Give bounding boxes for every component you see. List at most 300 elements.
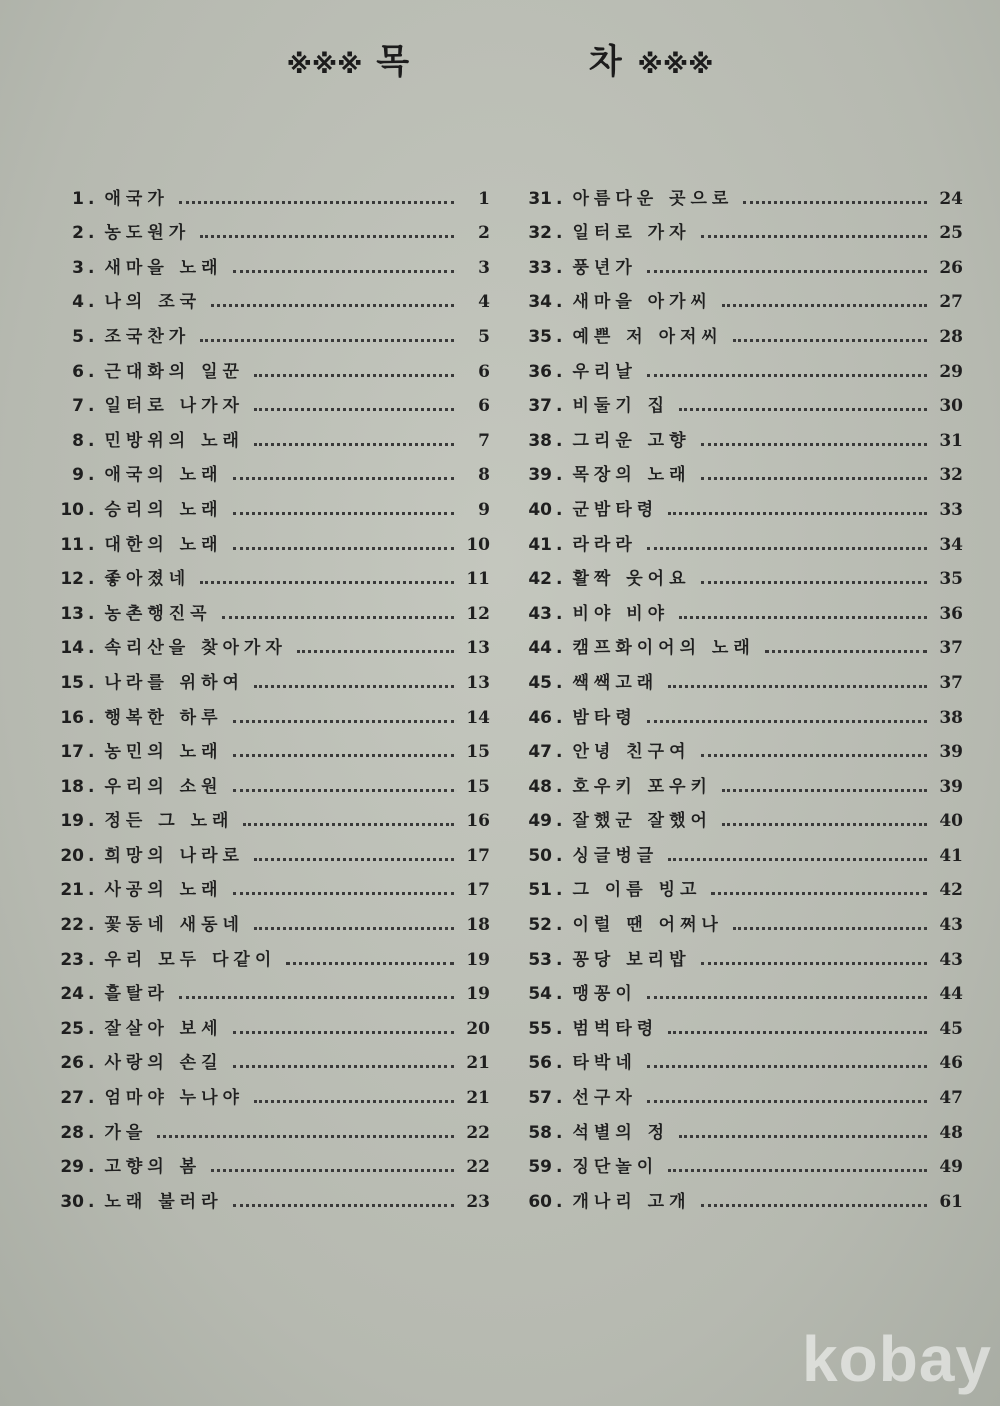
entry-separator: . <box>88 603 95 624</box>
toc-entry <box>50 1108 490 1143</box>
entry-separator: . <box>88 1088 95 1109</box>
dot-leader <box>254 433 454 446</box>
entry-separator: . <box>556 742 563 763</box>
entry-page-number: 6 <box>478 361 490 382</box>
entry-separator: . <box>556 361 563 382</box>
entry-page-number: 43 <box>939 915 963 936</box>
entry-title: 나의 조국 <box>104 292 202 313</box>
entry-title: 가을 <box>104 1122 148 1143</box>
entry-separator: . <box>556 845 563 866</box>
dot-leader <box>211 1159 454 1172</box>
entry-separator: . <box>88 223 95 244</box>
entry-title: 새마을 노래 <box>104 257 223 278</box>
entry-separator: . <box>556 257 563 278</box>
entry-page-number: 43 <box>939 949 963 970</box>
toc-entry <box>50 728 490 763</box>
dot-leader <box>200 571 454 584</box>
entry-number: 24 <box>60 984 84 1005</box>
toc-entry <box>518 520 963 555</box>
toc-entry <box>50 1004 490 1039</box>
entry-title: 범벅타령 <box>572 1018 659 1039</box>
entry-title: 엄마야 누나야 <box>104 1088 244 1109</box>
toc-entry <box>518 451 963 486</box>
entry-separator: . <box>556 672 563 693</box>
toc-entry <box>50 797 490 832</box>
entry-title: 예쁜 저 아저씨 <box>572 326 723 347</box>
toc-entry <box>518 900 963 935</box>
entry-separator: . <box>556 188 563 209</box>
entry-title: 사랑의 손길 <box>104 1053 223 1074</box>
watermark-logo: kobay <box>802 1323 992 1395</box>
entry-page-number: 4 <box>478 292 490 313</box>
toc-entry <box>518 866 963 901</box>
dot-leader <box>233 1055 455 1068</box>
entry-separator: . <box>88 1053 95 1074</box>
entry-page-number: 7 <box>478 430 490 451</box>
entry-number: 22 <box>60 915 84 936</box>
dot-leader <box>701 744 928 757</box>
entry-number: 41 <box>528 534 552 555</box>
entry-page-number: 39 <box>939 742 963 763</box>
entry-number: 5 <box>72 326 84 347</box>
entry-number: 45 <box>528 672 552 693</box>
toc-entry <box>518 209 963 244</box>
entry-number: 16 <box>60 707 84 728</box>
toc-entry <box>50 485 490 520</box>
entry-title: 그리운 고향 <box>572 430 691 451</box>
entry-page-number: 16 <box>466 811 490 832</box>
entry-number: 10 <box>60 499 84 520</box>
entry-number: 55 <box>528 1018 552 1039</box>
entry-separator: . <box>88 430 95 451</box>
entry-page-number: 32 <box>939 465 963 486</box>
dot-leader <box>243 813 454 826</box>
entry-title: 비둘기 집 <box>572 396 670 417</box>
entry-separator: . <box>88 845 95 866</box>
entry-separator: . <box>88 672 95 693</box>
entry-title: 희망의 나라로 <box>104 845 244 866</box>
entry-number: 9 <box>72 465 84 486</box>
toc-entry <box>518 243 963 278</box>
entry-page-number: 33 <box>939 499 963 520</box>
entry-page-number: 10 <box>466 534 490 555</box>
dot-leader <box>701 433 928 446</box>
dot-leader <box>200 329 454 342</box>
entry-number: 7 <box>72 396 84 417</box>
entry-title: 개나리 고개 <box>572 1191 691 1212</box>
entry-separator: . <box>556 534 563 555</box>
entry-number: 30 <box>60 1191 84 1212</box>
entry-title: 잘살아 보세 <box>104 1018 223 1039</box>
entry-page-number: 25 <box>939 223 963 244</box>
entry-title: 애국가 <box>104 188 169 209</box>
entry-number: 28 <box>60 1122 84 1143</box>
toc-entry <box>50 520 490 555</box>
entry-title: 선구자 <box>572 1088 637 1109</box>
dot-leader <box>254 917 454 930</box>
entry-title: 호우키 포우키 <box>572 776 712 797</box>
dot-leader <box>647 710 927 723</box>
entry-title: 목장의 노래 <box>572 465 691 486</box>
entry-number: 4 <box>72 292 84 313</box>
toc-entry <box>518 935 963 970</box>
entry-page-number: 37 <box>939 672 963 693</box>
entry-number: 56 <box>528 1053 552 1074</box>
toc-entry <box>518 485 963 520</box>
entry-separator: . <box>88 361 95 382</box>
toc-entry <box>50 1039 490 1074</box>
entry-page-number: 37 <box>939 638 963 659</box>
toc-entry <box>518 382 963 417</box>
dot-leader <box>233 260 455 273</box>
toc-entry <box>50 174 490 209</box>
dot-leader <box>668 1021 927 1034</box>
toc-entry <box>518 1004 963 1039</box>
entry-separator: . <box>556 880 563 901</box>
entry-title: 흘탈라 <box>104 984 169 1005</box>
entry-separator: . <box>88 188 95 209</box>
entry-page-number: 14 <box>466 707 490 728</box>
entry-separator: . <box>556 292 563 313</box>
entry-number: 8 <box>72 430 84 451</box>
entry-page-number: 21 <box>466 1088 490 1109</box>
entry-separator: . <box>556 326 563 347</box>
toc-entry <box>518 728 963 763</box>
entry-page-number: 46 <box>939 1053 963 1074</box>
dot-leader <box>647 1090 927 1103</box>
dot-leader <box>254 1090 454 1103</box>
entry-title: 사공의 노래 <box>104 880 223 901</box>
entry-title: 맹꽁이 <box>572 984 637 1005</box>
toc-entry <box>50 451 490 486</box>
dot-leader <box>647 364 927 377</box>
entry-title: 우리날 <box>572 361 637 382</box>
entry-number: 34 <box>528 292 552 313</box>
entry-page-number: 18 <box>466 915 490 936</box>
entry-page-number: 1 <box>478 188 490 209</box>
toc-right-column <box>518 174 963 1212</box>
entry-number: 57 <box>528 1088 552 1109</box>
title-word-2: 차 <box>588 42 624 82</box>
entry-number: 54 <box>528 984 552 1005</box>
toc-entry <box>50 209 490 244</box>
dot-leader <box>233 744 455 757</box>
dot-leader <box>647 986 927 999</box>
entry-number: 18 <box>60 776 84 797</box>
entry-separator: . <box>556 465 563 486</box>
dot-leader <box>254 848 454 861</box>
toc-entry <box>518 762 963 797</box>
entry-page-number: 19 <box>466 984 490 1005</box>
dot-leader <box>679 606 927 619</box>
dot-leader <box>711 882 927 895</box>
dot-leader <box>233 710 455 723</box>
entry-number: 44 <box>528 638 552 659</box>
entry-title: 속리산을 찾아가자 <box>104 638 287 659</box>
entry-page-number: 39 <box>939 776 963 797</box>
toc-entry <box>50 1073 490 1108</box>
dot-leader <box>286 952 454 965</box>
entry-number: 60 <box>528 1191 552 1212</box>
dot-leader <box>254 675 454 688</box>
dot-leader <box>233 882 455 895</box>
page-title <box>0 34 1000 83</box>
entry-title: 승리의 노래 <box>104 499 223 520</box>
entry-page-number: 35 <box>939 569 963 590</box>
entry-title: 비야 비야 <box>572 603 670 624</box>
entry-number: 52 <box>528 915 552 936</box>
dot-leader <box>233 779 455 792</box>
toc-entry <box>50 1177 490 1212</box>
dot-leader <box>743 191 927 204</box>
entry-title: 잘했군 잘했어 <box>572 811 712 832</box>
entry-separator: . <box>556 1088 563 1109</box>
entry-number: 12 <box>60 569 84 590</box>
entry-page-number: 15 <box>466 776 490 797</box>
dot-leader <box>679 398 927 411</box>
dot-leader <box>668 1159 927 1172</box>
toc-entry <box>50 866 490 901</box>
entry-separator: . <box>88 949 95 970</box>
toc-entry <box>518 1177 963 1212</box>
entry-title: 일터로 가자 <box>572 223 691 244</box>
entry-title: 농민의 노래 <box>104 742 223 763</box>
entry-separator: . <box>556 811 563 832</box>
toc-entry <box>518 589 963 624</box>
dot-leader <box>668 675 927 688</box>
toc-entry <box>518 1073 963 1108</box>
entry-title: 징단놀이 <box>572 1157 659 1178</box>
entry-separator: . <box>556 776 563 797</box>
entry-title: 활짝 웃어요 <box>572 569 691 590</box>
dot-leader <box>254 398 454 411</box>
entry-number: 40 <box>528 499 552 520</box>
entry-title: 타박네 <box>572 1053 637 1074</box>
entry-title: 아름다운 곳으로 <box>572 188 734 209</box>
entry-number: 49 <box>528 811 552 832</box>
entry-page-number: 47 <box>939 1088 963 1109</box>
toc-entry <box>50 278 490 313</box>
toc-entry <box>518 278 963 313</box>
dot-leader <box>701 467 928 480</box>
entry-page-number: 26 <box>939 257 963 278</box>
entry-number: 21 <box>60 880 84 901</box>
toc-entry <box>518 1143 963 1178</box>
entry-number: 51 <box>528 880 552 901</box>
entry-number: 3 <box>72 257 84 278</box>
toc-entry <box>50 624 490 659</box>
entry-separator: . <box>88 742 95 763</box>
dot-leader <box>233 467 455 480</box>
entry-separator: . <box>88 1122 95 1143</box>
dot-leader <box>701 225 928 238</box>
entry-separator: . <box>88 396 95 417</box>
entry-separator: . <box>88 1018 95 1039</box>
entry-page-number: 24 <box>939 188 963 209</box>
entry-number: 36 <box>528 361 552 382</box>
entry-number: 26 <box>60 1053 84 1074</box>
toc-entry <box>50 970 490 1005</box>
entry-number: 48 <box>528 776 552 797</box>
dot-leader <box>179 191 454 204</box>
entry-separator: . <box>556 1191 563 1212</box>
entry-title: 정든 그 노래 <box>104 811 234 832</box>
entry-separator: . <box>556 223 563 244</box>
toc-entry <box>50 243 490 278</box>
entry-separator: . <box>88 984 95 1005</box>
entry-title: 싱글벙글 <box>572 845 659 866</box>
entry-title: 우리의 소원 <box>104 776 223 797</box>
title-left-marks: ※※※ <box>286 50 363 80</box>
entry-page-number: 40 <box>939 811 963 832</box>
entry-separator: . <box>88 1157 95 1178</box>
dot-leader <box>722 813 927 826</box>
entry-title: 조국찬가 <box>104 326 191 347</box>
toc-entry <box>50 658 490 693</box>
toc-entry <box>518 624 963 659</box>
dot-leader <box>701 571 928 584</box>
entry-title: 쌕쌕고래 <box>572 672 659 693</box>
toc-entry <box>50 1143 490 1178</box>
toc-entry <box>50 831 490 866</box>
entry-title: 밤타령 <box>572 707 637 728</box>
toc-entry <box>50 555 490 590</box>
entry-separator: . <box>556 949 563 970</box>
entry-number: 42 <box>528 569 552 590</box>
entry-page-number: 13 <box>466 672 490 693</box>
toc-entry <box>518 347 963 382</box>
dot-leader <box>733 329 927 342</box>
entry-separator: . <box>88 569 95 590</box>
toc-entry <box>518 693 963 728</box>
entry-separator: . <box>88 534 95 555</box>
entry-separator: . <box>556 707 563 728</box>
toc-entry <box>518 797 963 832</box>
toc-entry <box>518 831 963 866</box>
toc-entry <box>50 347 490 382</box>
dot-leader <box>722 779 927 792</box>
entry-title: 이럴 땐 어쩌나 <box>572 915 723 936</box>
entry-number: 59 <box>528 1157 552 1178</box>
entry-page-number: 23 <box>466 1191 490 1212</box>
dot-leader <box>765 640 927 653</box>
entry-page-number: 28 <box>939 326 963 347</box>
entry-separator: . <box>556 1018 563 1039</box>
entry-page-number: 30 <box>939 396 963 417</box>
title-right-marks: ※※※ <box>637 50 714 80</box>
entry-number: 13 <box>60 603 84 624</box>
entry-title: 꽃동네 새동네 <box>104 915 244 936</box>
entry-page-number: 42 <box>939 880 963 901</box>
toc-entry <box>50 762 490 797</box>
entry-page-number: 20 <box>466 1018 490 1039</box>
entry-page-number: 2 <box>478 223 490 244</box>
entry-number: 17 <box>60 742 84 763</box>
entry-title: 민방위의 노래 <box>104 430 244 451</box>
entry-page-number: 44 <box>939 984 963 1005</box>
entry-number: 20 <box>60 845 84 866</box>
entry-separator: . <box>88 776 95 797</box>
entry-title: 우리 모두 다같이 <box>104 949 277 970</box>
entry-separator: . <box>88 638 95 659</box>
entry-page-number: 5 <box>478 326 490 347</box>
entry-number: 6 <box>72 361 84 382</box>
toc-entry <box>518 312 963 347</box>
entry-separator: . <box>88 465 95 486</box>
entry-page-number: 11 <box>466 569 490 590</box>
toc-entry <box>50 382 490 417</box>
dot-leader <box>222 606 454 619</box>
entry-separator: . <box>556 915 563 936</box>
entry-title: 일터로 나가자 <box>104 396 244 417</box>
entry-title: 노래 불러라 <box>104 1191 223 1212</box>
title-word-1: 목 <box>376 42 412 82</box>
dot-leader <box>668 848 927 861</box>
toc-entry <box>50 416 490 451</box>
entry-number: 1 <box>72 188 84 209</box>
entry-number: 31 <box>528 188 552 209</box>
entry-title: 근대화의 일꾼 <box>104 361 244 382</box>
dot-leader <box>679 1125 927 1138</box>
entry-separator: . <box>556 638 563 659</box>
dot-leader <box>157 1125 454 1138</box>
entry-separator: . <box>556 1053 563 1074</box>
toc-left-column <box>50 174 490 1212</box>
dot-leader <box>647 537 927 550</box>
entry-number: 43 <box>528 603 552 624</box>
toc-entry <box>518 658 963 693</box>
dot-leader <box>668 502 927 515</box>
entry-number: 29 <box>60 1157 84 1178</box>
entry-separator: . <box>88 915 95 936</box>
entry-number: 19 <box>60 811 84 832</box>
entry-page-number: 8 <box>478 465 490 486</box>
entry-separator: . <box>88 1191 95 1212</box>
toc-entry <box>50 589 490 624</box>
entry-number: 47 <box>528 742 552 763</box>
dot-leader <box>647 260 927 273</box>
entry-number: 58 <box>528 1122 552 1143</box>
entry-title: 행복한 하루 <box>104 707 223 728</box>
entry-page-number: 36 <box>939 603 963 624</box>
entry-number: 46 <box>528 707 552 728</box>
toc-entry <box>518 1039 963 1074</box>
entry-number: 27 <box>60 1088 84 1109</box>
entry-page-number: 34 <box>939 534 963 555</box>
entry-number: 15 <box>60 672 84 693</box>
entry-title: 꽁당 보리밥 <box>572 949 691 970</box>
entry-separator: . <box>556 1122 563 1143</box>
entry-page-number: 15 <box>466 742 490 763</box>
entry-title: 새마을 아가씨 <box>572 292 712 313</box>
toc-entry <box>50 312 490 347</box>
entry-page-number: 31 <box>939 430 963 451</box>
dot-leader <box>200 225 454 238</box>
entry-number: 11 <box>60 534 84 555</box>
entry-separator: . <box>88 326 95 347</box>
toc-entry <box>518 174 963 209</box>
entry-page-number: 3 <box>478 257 490 278</box>
entry-title: 그 이름 빙고 <box>572 880 702 901</box>
entry-number: 37 <box>528 396 552 417</box>
entry-title: 석별의 정 <box>572 1122 670 1143</box>
entry-page-number: 48 <box>939 1122 963 1143</box>
entry-page-number: 61 <box>939 1191 963 1212</box>
entry-title: 대한의 노래 <box>104 534 223 555</box>
dot-leader <box>647 1055 927 1068</box>
entry-page-number: 38 <box>939 707 963 728</box>
entry-separator: . <box>556 1157 563 1178</box>
